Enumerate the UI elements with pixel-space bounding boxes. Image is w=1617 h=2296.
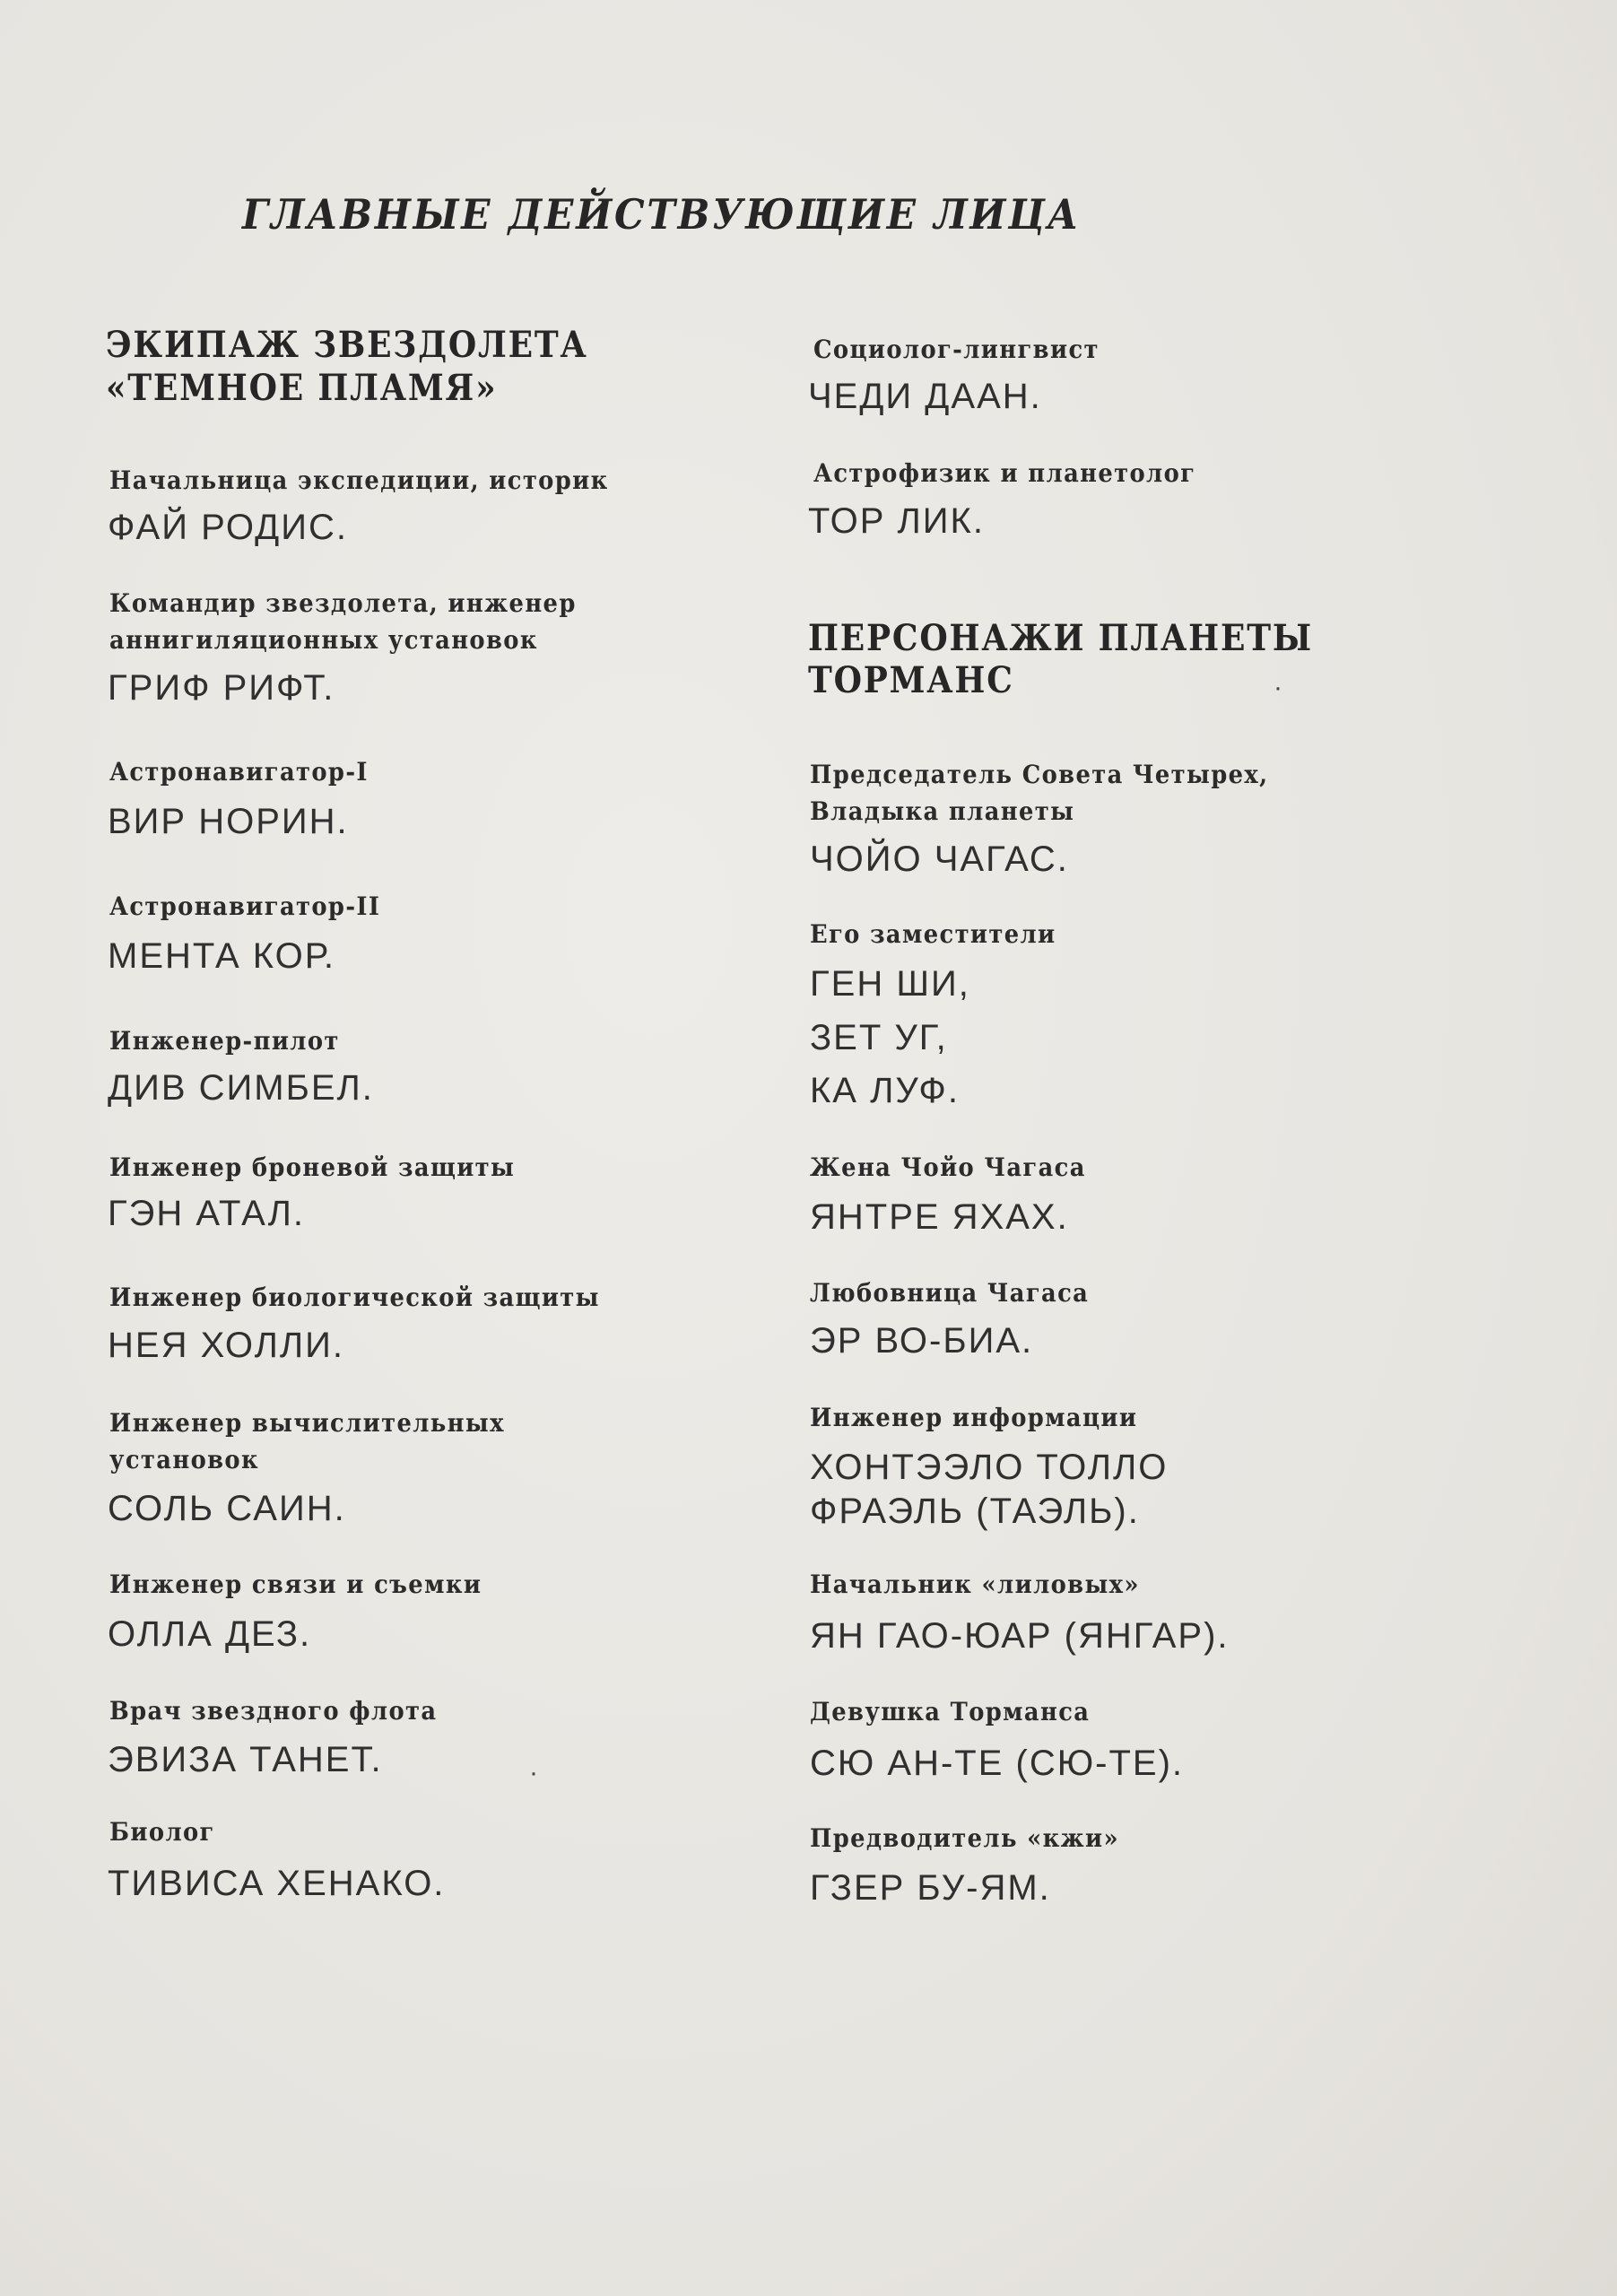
character-name: ТИВИСА ХЕНАКО. [108, 1864, 446, 1903]
character-role: Инженер броневой защиты [109, 1152, 516, 1182]
character-role: Астрофизик и планетолог [813, 458, 1196, 488]
character-role: Начальница экспедиции, историк [109, 465, 609, 495]
character-role: установок [109, 1445, 259, 1474]
character-role: Биолог [109, 1817, 215, 1847]
character-name: ЗЕТ УГ, [810, 1018, 948, 1057]
section-heading: «ТЕМНОЕ ПЛАМЯ» [106, 367, 498, 409]
character-role: Инженер связи и съемки [109, 1570, 482, 1599]
character-role: Инженер биологической защиты [109, 1283, 600, 1312]
character-name: ОЛЛА ДЕЗ. [108, 1614, 312, 1654]
character-name: ЧОЙО ЧАГАС. [810, 839, 1069, 879]
character-role: аннигиляционных установок [109, 625, 538, 655]
character-role: Инженер информации [810, 1403, 1138, 1432]
character-name: ЭР ВО-БИА. [810, 1321, 1034, 1361]
character-name: ЧЕДИ ДААН. [808, 377, 1042, 416]
character-role: Предводитель «кжи» [810, 1823, 1119, 1853]
character-role: Инженер-пилот [109, 1026, 340, 1056]
character-role: Его заместители [810, 919, 1056, 949]
character-name: ЯНТРЕ ЯХАХ. [810, 1197, 1069, 1237]
character-name: ЭВИЗА ТАНЕТ. [108, 1740, 383, 1779]
character-role: Начальник «лиловых» [810, 1570, 1140, 1599]
character-name: КА ЛУФ. [810, 1071, 960, 1110]
character-name: СОЛЬ САИН. [108, 1489, 346, 1528]
character-name: ГЕН ШИ, [810, 964, 970, 1004]
character-role: Инженер вычислительных [109, 1408, 505, 1438]
print-speck: · [529, 1758, 538, 1787]
character-role: Любовница Чагаса [810, 1278, 1090, 1308]
character-name: ГРИФ РИФТ. [108, 668, 335, 708]
character-role: Жена Чойо Чагаса [810, 1152, 1086, 1182]
character-name: ЯН ГАО-ЮАР (ЯНГАР). [810, 1616, 1230, 1656]
character-role: Председатель Совета Четырех, [810, 760, 1269, 789]
character-name: ГЗЕР БУ-ЯМ. [810, 1868, 1051, 1908]
character-role: Врач звездного флота [109, 1696, 438, 1726]
character-name: МЕНТА КОР. [108, 936, 335, 976]
character-name: ВИР НОРИН. [108, 802, 349, 841]
character-name: ГЭН АТАЛ. [108, 1194, 305, 1233]
character-name: ХОНТЭЭЛО ТОЛЛО [810, 1448, 1169, 1487]
section-heading: ТОРМАНС [808, 659, 1014, 701]
character-name: ТОР ЛИК. [808, 501, 985, 541]
character-name: СЮ АН-ТЕ (СЮ-ТЕ). [810, 1744, 1185, 1783]
character-name: ФАЙ РОДИС. [108, 508, 348, 547]
character-role: Владыка планеты [810, 796, 1075, 826]
character-role: Астронавигатор-I [109, 757, 369, 787]
page-title: ГЛАВНЫЕ ДЕЙСТВУЮЩИЕ ЛИЦА [242, 190, 1082, 239]
character-role: Девушка Торманса [810, 1697, 1091, 1726]
character-role: Социолог-лингвист [813, 335, 1100, 364]
character-name: ФРАЭЛЬ (ТАЭЛЬ). [810, 1492, 1140, 1531]
print-speck: · [1274, 673, 1282, 702]
character-name: НЕЯ ХОЛЛИ. [108, 1326, 344, 1365]
character-role: Командир звездолета, инженер [109, 588, 577, 618]
section-heading: ЭКИПАЖ ЗВЕЗДОЛЕТА [106, 324, 588, 366]
section-heading: ПЕРСОНАЖИ ПЛАНЕТЫ [808, 617, 1313, 659]
character-name: ДИВ СИМБЕЛ. [108, 1068, 374, 1108]
character-role: Астронавигатор-II [109, 891, 381, 921]
